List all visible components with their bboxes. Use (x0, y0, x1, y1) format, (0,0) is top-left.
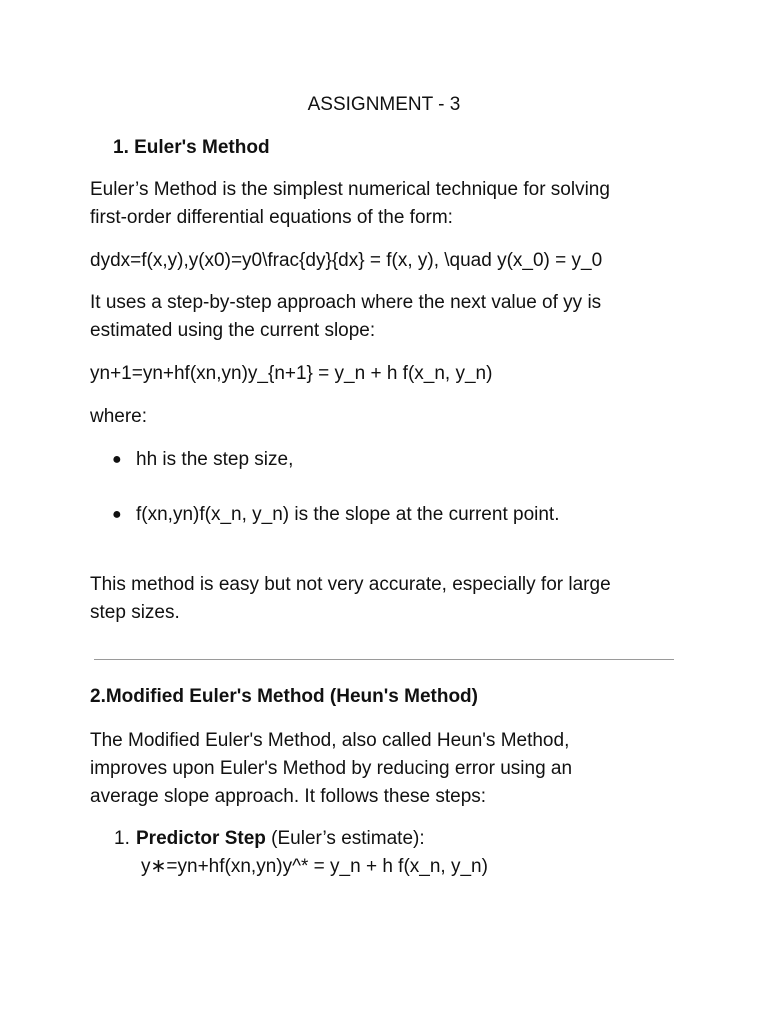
document-title: ASSIGNMENT - 3 (307, 94, 461, 115)
equation-text: dydx=f(x,y),y(x0)=y0\frac{dy}{dx} = f(x, y), \quad y(x_0) = y_0 (90, 250, 603, 271)
bullet-icon: ● (112, 506, 122, 523)
paragraph-line: The Modified Euler's Method, also called Heun's Method, (90, 730, 570, 751)
paragraph-line: step sizes. (90, 602, 180, 623)
paragraph-line: first-order differential equations of the form: (90, 207, 453, 228)
list-item: hh is the step size, (136, 449, 294, 470)
horizontal-divider (94, 659, 674, 660)
step-label: Predictor Step (136, 828, 266, 849)
paragraph-line: Euler’s Method is the simplest numerical technique for solving (90, 179, 610, 200)
bullet-icon: ● (112, 451, 122, 468)
list-item: f(xn,yn)f(x_n, y_n) is the slope at the current point. (136, 504, 560, 525)
paragraph-line: It uses a step-by-step approach where the next value of yy is (90, 292, 602, 313)
section-heading-euler: 1. Euler's Method (113, 137, 270, 158)
list-item (136, 825, 425, 853)
paragraph-line: estimated using the current slope: (90, 320, 376, 341)
step-description: (Euler’s estimate): (265, 828, 425, 849)
where-label: where: (90, 406, 148, 427)
step-formula: y∗=yn+hf(xn,yn)y^* = y_n + h f(x_n, y_n) (141, 856, 488, 877)
paragraph-line: improves upon Euler's Method by reducing error using an (90, 758, 573, 779)
section-heading-modified-euler: 2.Modified Euler's Method (Heun's Method) (90, 686, 478, 707)
equation-text: yn+1=yn+hf(xn,yn)y_{n+1} = y_n + h f(x_n, y_n) (90, 363, 493, 384)
paragraph-line: This method is easy but not very accurate, especially for large (90, 574, 611, 595)
paragraph-line: average slope approach. It follows these steps: (90, 786, 487, 807)
list-number: 1. (114, 828, 130, 849)
